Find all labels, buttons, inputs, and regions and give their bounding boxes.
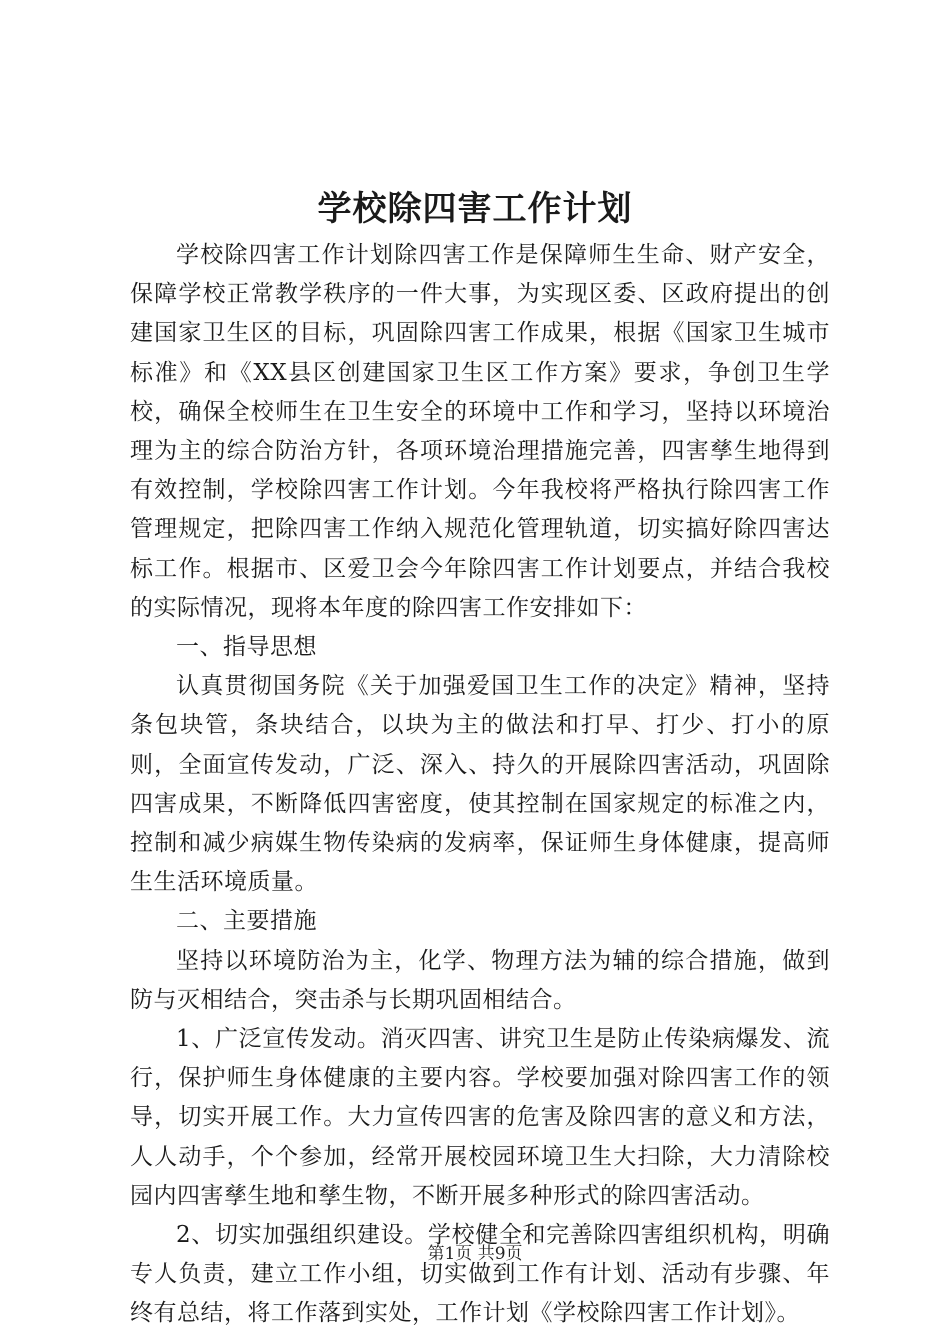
paragraph-intro: 学校除四害工作计划除四害工作是保障师生生命、财产安全，保障学校正常教学秩序的一件大事，为实现区委、区政府提出的创建国家卫生区的目标，巩固除四害工作成果，根据《国家卫生城市标准》和《XX县区创建国家卫生区工作方案》要求，争创卫生学校，确保全校师生在卫生安全的环境中工作和学习，坚持以环境治理为主的综合防治方针，各项环境治理措施完善，四害孳生地得到有效控制，学校除四害工作计划。今年我校将严格执行除四害工作管理规定，把除四害工作纳入规范化管理轨道，切实搞好除四害达标工作。根据市、区爱卫会今年除四害工作计划要点，并结合我校的实际情况，现将本年度的除四害工作安排如下： [130, 242, 830, 621]
section-heading-guiding-principle: 一、指导思想 [176, 634, 317, 661]
document-body [130, 236, 830, 1334]
page-footer: 第1页 共9页 [427, 1244, 523, 1264]
paragraph-guiding-principle: 认真贯彻国务院《关于加强爱国卫生工作的决定》精神，坚持条包块管，条块结合，以块为主的做法和打早、打少、打小的原则，全面宣传发动，广泛、深入、持久的开展除四害活动，巩固除四害成果，不断降低四害密度，使其控制在国家规定的标准之内，控制和减少病媒生物传染病的发病率，保证师生身体健康，提高师生生活环境质量。 [130, 673, 830, 896]
paragraph-measure-2: 2、切实加强组织建设。学校健全和完善除四害组织机构，明确专人负责，建立工作小组，切实做到工作有计划、活动有步骤、年终有总结，将工作落到实处，工作计划《学校除四害工作计划》。 [130, 1222, 830, 1327]
document-title: 学校除四害工作计划 [317, 189, 633, 229]
paragraph-measures-summary: 坚持以环境防治为主，化学、物理方法为辅的综合措施，做到防与灭相结合，突击杀与长期巩固相结合。 [130, 947, 830, 1013]
section-heading-main-measures: 二、主要措施 [176, 908, 317, 935]
paragraph-measure-1: 1、广泛宣传发动。消灭四害、讲究卫生是防止传染病爆发、流行，保护师生身体健康的主要内容。学校要加强对除四害工作的领导，切实开展工作。大力宣传四害的危害及除四害的意义和方法，人人动手，个个参加，经常开展校园环境卫生大扫除，大力清除校园内四害孳生地和孳生物，不断开展多种形式的除四害活动。 [130, 1026, 830, 1209]
